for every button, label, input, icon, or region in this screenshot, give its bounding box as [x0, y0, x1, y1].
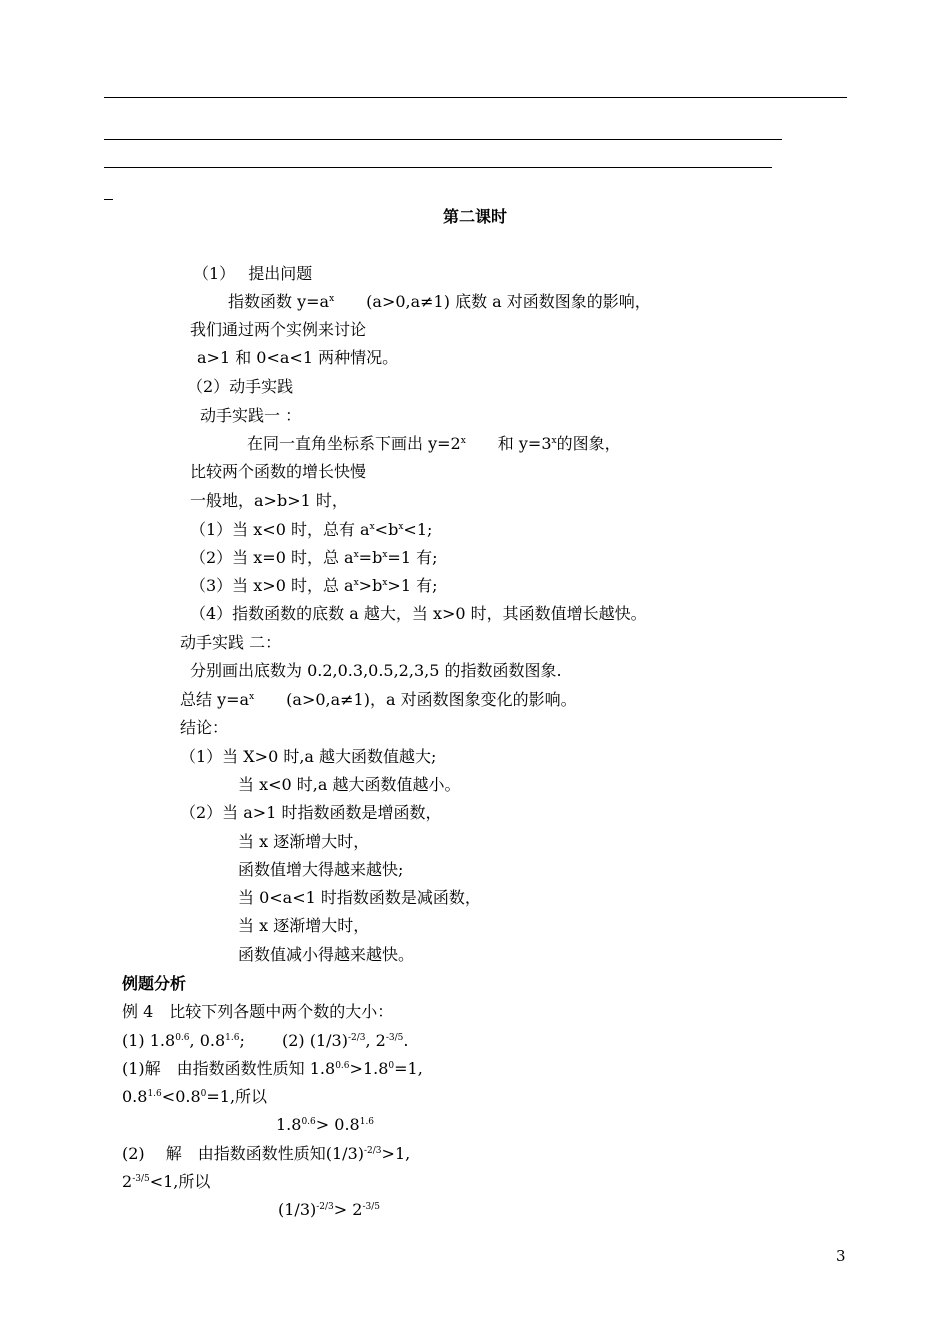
text-line: （3）当 x>0 时，总 $a^x>b^x>1$ 有; [190, 576, 438, 595]
text-line: 当 0<a<1 时指数函数是减函数， [238, 888, 481, 907]
text-line: 结论： [180, 718, 229, 737]
text-line: 函数值减小得越来越快。 [238, 945, 415, 964]
text-line: 当 x 逐渐增大时， [238, 916, 370, 935]
text-line: $(1/3)^{-2/3}> 2^{-3/5}$ [278, 1200, 380, 1219]
text-line: （2）动手实践 [187, 377, 294, 396]
superscript: -2/3 [347, 1033, 366, 1043]
text-line: （1） 提出问题 [193, 264, 313, 283]
header-dash [104, 199, 113, 200]
text-line: 总结 $y=a^x$ (a>0,a≠1)，a 对函数图象变化的影响。 [180, 690, 577, 709]
header-rule-bottom [104, 167, 772, 168]
superscript: x [460, 436, 466, 446]
text-line: a>1 和 0<a<1 两种情况。 [197, 348, 399, 367]
text-line: 动手实践 二： [180, 633, 282, 652]
text-line: 我们通过两个实例来讨论 [190, 320, 367, 339]
superscript: 0 [388, 1061, 395, 1071]
text-line: (2) 解 由指数函数性质知$(1/3)^{-2/3}>1$, [122, 1144, 411, 1163]
superscript: x [353, 550, 359, 560]
text-line: （2）当 x=0 时，总 $a^x=b^x=1$ 有; [190, 548, 438, 567]
superscript: x [551, 436, 557, 446]
superscript: x [249, 692, 255, 702]
text-line: 例题分析 [122, 974, 187, 993]
text-line: 比较两个函数的增长快慢 [190, 462, 367, 481]
text-line: 函数值增大得越来越快; [238, 860, 404, 879]
superscript: 0.6 [335, 1061, 350, 1071]
text-line: 一般地，a>b>1 时， [190, 491, 348, 510]
text-line: 当 x 逐渐增大时， [238, 832, 370, 851]
superscript: 0 [200, 1089, 207, 1099]
superscript: x [369, 522, 375, 532]
header-rule-middle [104, 139, 782, 140]
superscript: -3/5 [132, 1174, 150, 1184]
superscript: 0.6 [301, 1117, 316, 1127]
text-line: 分别画出底数为 0.2,0.3,0.5,2,3,5 的指数函数图象. [190, 661, 562, 680]
text-line: 在同一直角坐标系下画出 $y=2^x$ 和 $y=3^x$的图象， [247, 434, 621, 453]
page-number: 3 [836, 1247, 846, 1265]
superscript: x [353, 578, 359, 588]
superscript: -3/5 [362, 1202, 380, 1212]
superscript: 1.6 [147, 1089, 162, 1099]
text-line: $0.8^{1.6}<0.8^0=1$,所以 [122, 1087, 268, 1106]
text-line: $2^{-3/5}<1$,所以 [122, 1172, 211, 1191]
text-line: （1）当 X>0 时,a 越大函数值越大; [180, 747, 437, 766]
superscript: 1.6 [225, 1033, 240, 1043]
text-line: 例 4 比较下列各题中两个数的大小： [122, 1002, 394, 1021]
page-title: 第二课时 [442, 207, 507, 226]
superscript: 1.6 [359, 1117, 375, 1127]
superscript: -2/3 [364, 1146, 382, 1156]
text-line: (1)解 由指数函数性质知 $1.8^{0.6}>1.8^0=1$, [122, 1059, 423, 1078]
text-line: $1.8^{0.6}> 0.8^{1.6}$ [276, 1115, 375, 1134]
superscript: x [382, 578, 388, 588]
superscript: x [382, 550, 388, 560]
superscript: -3/5 [385, 1033, 404, 1043]
text-line: （2）当 a>1 时指数函数是增函数， [180, 803, 442, 822]
superscript: 0.6 [175, 1033, 190, 1043]
superscript: x [398, 522, 404, 532]
text-line: （1）当 x<0 时，总有 $a^x<b^x<1$; [190, 520, 433, 539]
header-rule-top [104, 97, 847, 98]
text-line: 当 x<0 时,a 越大函数值越小。 [238, 775, 461, 794]
text-line: （4）指数函数的底数 a 越大，当 x>0 时，其函数值增长越快。 [190, 604, 647, 623]
text-line: 指数函数 $y=a^x$ (a>0,a≠1) 底数 a 对函数图象的影响， [228, 292, 651, 311]
text-line: (1) $1.8^{0.6}$, $0.8^{1.6}$; (2) $(1/3)^{-2/3}$, $2^{-3/5}$. [122, 1031, 409, 1050]
text-line: 动手实践一 ： [200, 406, 302, 425]
superscript: -2/3 [316, 1202, 334, 1212]
superscript: x [329, 294, 335, 304]
